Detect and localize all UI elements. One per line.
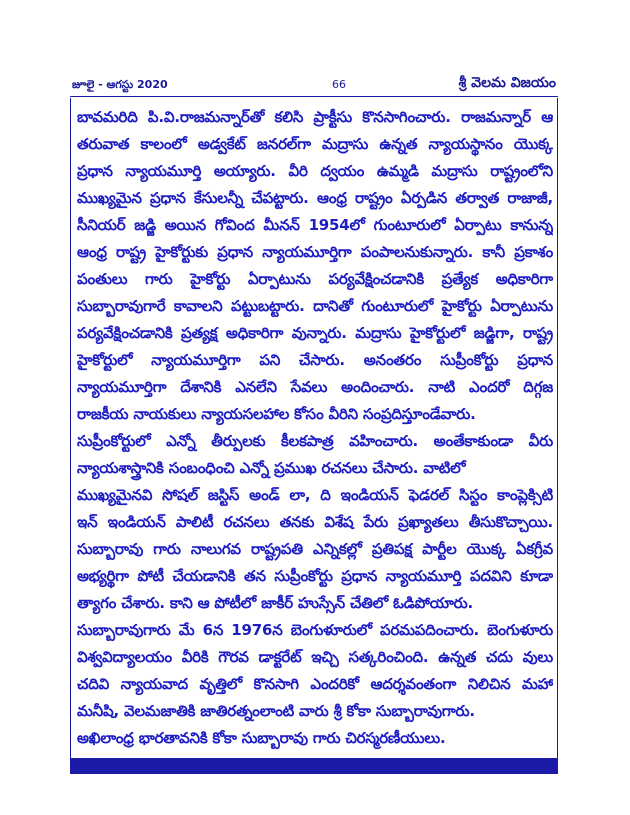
text-line: ఆంధ్ర రాష్ట్ర హైకోర్టుకు ప్రధాన న్యాయమూర్తిగా పంపాలనుకున్నారు. కానీ ప్రకాశం (77, 243, 553, 261)
footer-bar (70, 758, 558, 774)
text-line: హైకోర్టులో న్యాయమూర్తిగా పని చేసారు. అనంతరం సుప్రీంకోర్టు ప్రధాన (77, 351, 553, 369)
article-body (70, 98, 558, 758)
text-line: సీనియర్ జడ్జి అయిన గోవింద మీనన్ 1954లో గుంటూరులో ఏర్పాటు కానున్న (77, 216, 553, 234)
text-line: త్యాగం చేశారు. కాని ఆ పోటీలో జాకీర్ హుస్సేన్ చేతిలో ఓడిపోయారు. (77, 594, 473, 612)
text-line: పర్యవేక్షించడానికి ప్రత్యక్ష అధికారిగా వున్నారు. మద్రాసు హైకోర్టులో జడ్జిగా, రాష్ట్ర (77, 324, 553, 342)
text-line: చదివి న్యాయవాద వృత్తిలో కొనసాగి ఎందరికో ఆదర్శవంతంగా నిలిచిన మహా (77, 675, 553, 693)
text-line: తరువాత కాలంలో అడ్వకేట్ జనరల్‌గా మద్రాసు ఉన్నత న్యాయస్థానం యొక్క (77, 135, 553, 153)
text-line: సుప్రీంకోర్టులో ఎన్నో తీర్పులకు కీలకపాత్ర వహించారు. అంతేకాకుండా వీరు (77, 432, 553, 450)
text-line: సుబ్బారావుగారే కావాలని పట్టుబట్టారు. దానితో గుంటూరులో హైకోర్టు ఏర్పాటును (77, 297, 553, 315)
issue-date: జూలై - ఆగస్టు 2020 (72, 78, 168, 91)
text-line: రాజకీయ నాయకులు న్యాయసలహాల కోసం వీరిని సంప్రదిస్తూండేవారు. (77, 405, 476, 423)
page-number: 66 (332, 78, 346, 91)
text-line: ముఖ్యమైన ప్రధాన కేసులన్నీ చేపట్టారు. ఆంధ్ర రాష్ట్రం ఏర్పడిన తర్వాత రాజాజీ, (77, 189, 553, 207)
text-line: అఖిలాంధ్ర భారతావనికి కోకా సుబ్బారావు గారు చిరస్మరణీయులు. (77, 729, 446, 747)
text-line: బావమరిది పి.వి.రాజమన్నార్‌తో కలిసి ప్రాక్టీసు కొనసాగించారు. రాజమన్నార్ ఆ (77, 108, 553, 126)
text-line: పంతులు గారు హైకోర్టు ఏర్పాటును పర్యవేక్షించడానికి ప్రత్యేక అధికారిగా (77, 270, 553, 288)
text-line: ముఖ్యమైనవి సోషల్ జస్టిస్ అండ్ లా, ది ఇండియన్ ఫెడరల్ సిస్టం కాంప్లెక్సిటి (77, 486, 553, 504)
text-line: ప్రధాన న్యాయమూర్తి అయ్యారు. వీరి ద్వయం ఉమ్మడి మద్రాసు రాష్ట్రంలోని (77, 162, 553, 180)
article-text (77, 104, 553, 752)
text-line: ఇన్ ఇండియన్ పాలిటీ రచనలు తనకు విశేష పేరు ప్రఖ్యాతలు తీసుకొచ్చాయి. (77, 513, 553, 531)
text-line: అభ్యర్థిగా పోటీ చేయడానికి తన సుప్రీంకోర్టు ప్రధాన న్యాయమూర్తి పదవిని కూడా (77, 567, 553, 585)
text-line: న్యాయశాస్త్రానికి సంబంధించి ఎన్నో ప్రముఖ రచనలు చేసారు. వాటిలో (77, 459, 466, 477)
text-line: విశ్వవిద్యాలయం వీరికి గౌరవ డాక్టరేట్ ఇచ్చి సత్కరించింది. ఉన్నత చదు వులు (77, 648, 553, 666)
text-line: సుబ్బారావుగారు మే 6న 1976న బెంగుళూరులో పరమపదించారు. బెంగుళూరు (77, 621, 553, 639)
magazine-title: శ్రీ వెలమ విజయం (458, 75, 556, 91)
text-line: మనీషి, వెలమజాతికి జాతిరత్నంలాంటి వారు శ్రీ కోకా సుబ్బారావుగారు. (77, 702, 475, 720)
text-line: సుబ్బారావు గారు నాలుగవ రాష్ట్రపతి ఎన్నికల్లో ప్రతిపక్ష పార్టీల యొక్క ఏకగ్రీవ (77, 540, 553, 558)
page-header (70, 75, 558, 97)
text-line: న్యాయమూర్తిగా దేశానికి ఎనలేని సేవలు అందించారు. నాటి ఎందరో దిగ్గజ (77, 378, 553, 396)
